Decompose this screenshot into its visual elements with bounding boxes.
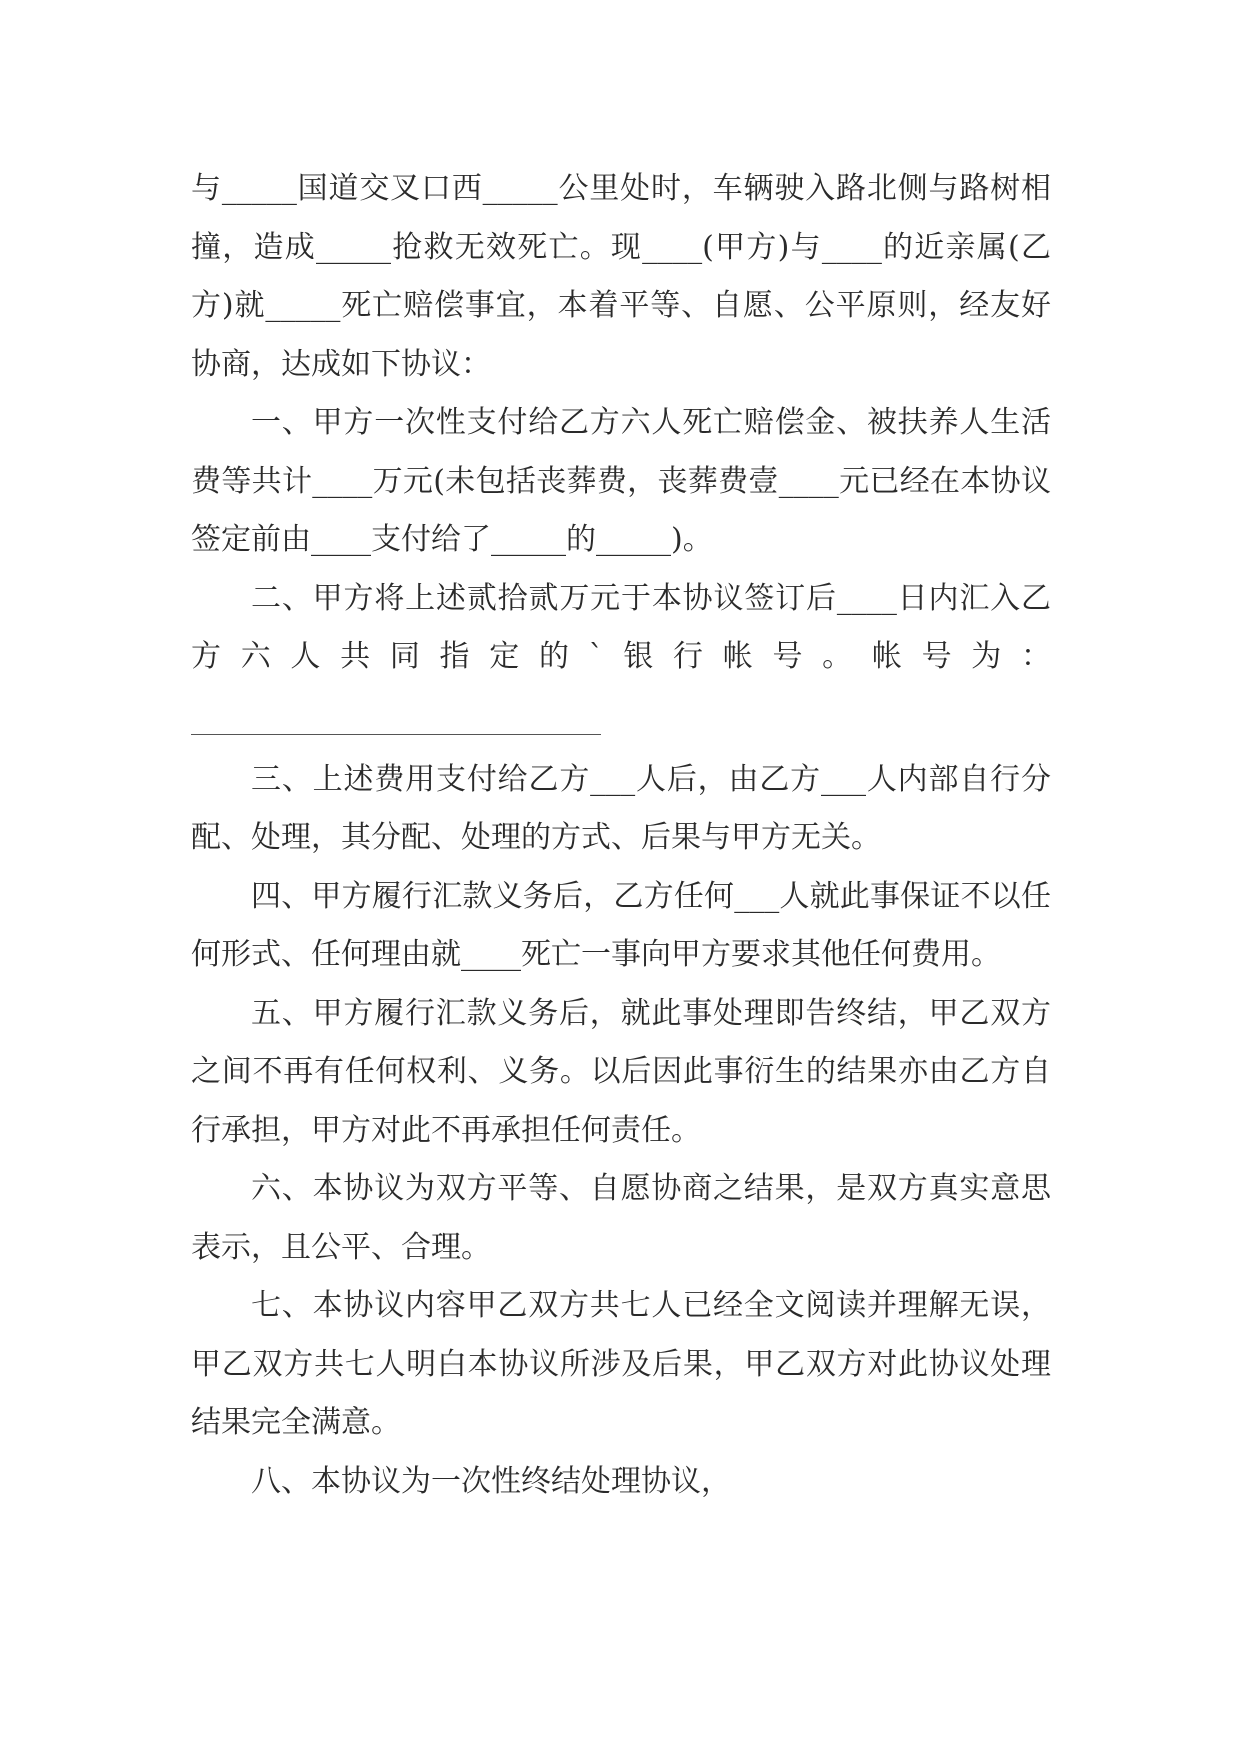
clause-5: 五、甲方履行汇款义务后，就此事处理即告终结，甲乙双方之间不再有任何权利、义务。以后因此事衍生的结果亦由乙方自行承担，甲方对此不再承担任何责任。 — [191, 995, 1051, 1148]
clause-7: 七、本协议内容甲乙双方共七人已经全文阅读并理解无误，甲乙双方共七人明白本协议所涉及后果，甲乙双方对此协议处理结果完全满意。 — [191, 1288, 1051, 1440]
document-body — [191, 160, 1051, 1511]
paragraph-intro: 与_____国道交叉口西_____公里处时，车辆驶入路北侧与路树相撞，造成_____抢救无效死亡。现____(甲方)与____的近亲属(乙方)就_____死亡赔偿事宜，本着平等、自愿、公平原则，经友好协商，达成如下协议： — [191, 171, 1051, 382]
clause-8: 八、本协议为一次性终结处理协议， — [251, 1463, 731, 1499]
clause-4: 四、甲方履行汇款义务后，乙方任何___人就此事保证不以任何形式、任何理由就____死亡一事向甲方要求其他任何费用。 — [191, 878, 1051, 972]
clause-1: 一、甲方一次性支付给乙方六人死亡赔偿金、被扶养人生活费等共计____万元(未包括丧葬费，丧葬费壹____元已经在本协议签定前由____支付给了_____的_____)。 — [191, 405, 1051, 557]
account-number-blank-line — [191, 734, 601, 735]
clause-6: 六、本协议为双方平等、自愿协商之结果，是双方真实意思表示，且公平、合理。 — [191, 1171, 1051, 1265]
clause-3: 三、上述费用支付给乙方___人后，由乙方___人内部自行分配、处理，其分配、处理的方式、后果与甲方无关。 — [191, 761, 1051, 855]
clause-2: 二、甲方将上述贰拾贰万元于本协议签订后____日内汇入乙方六人共同指定的`银行帐号。帐号为： — [191, 580, 1051, 674]
